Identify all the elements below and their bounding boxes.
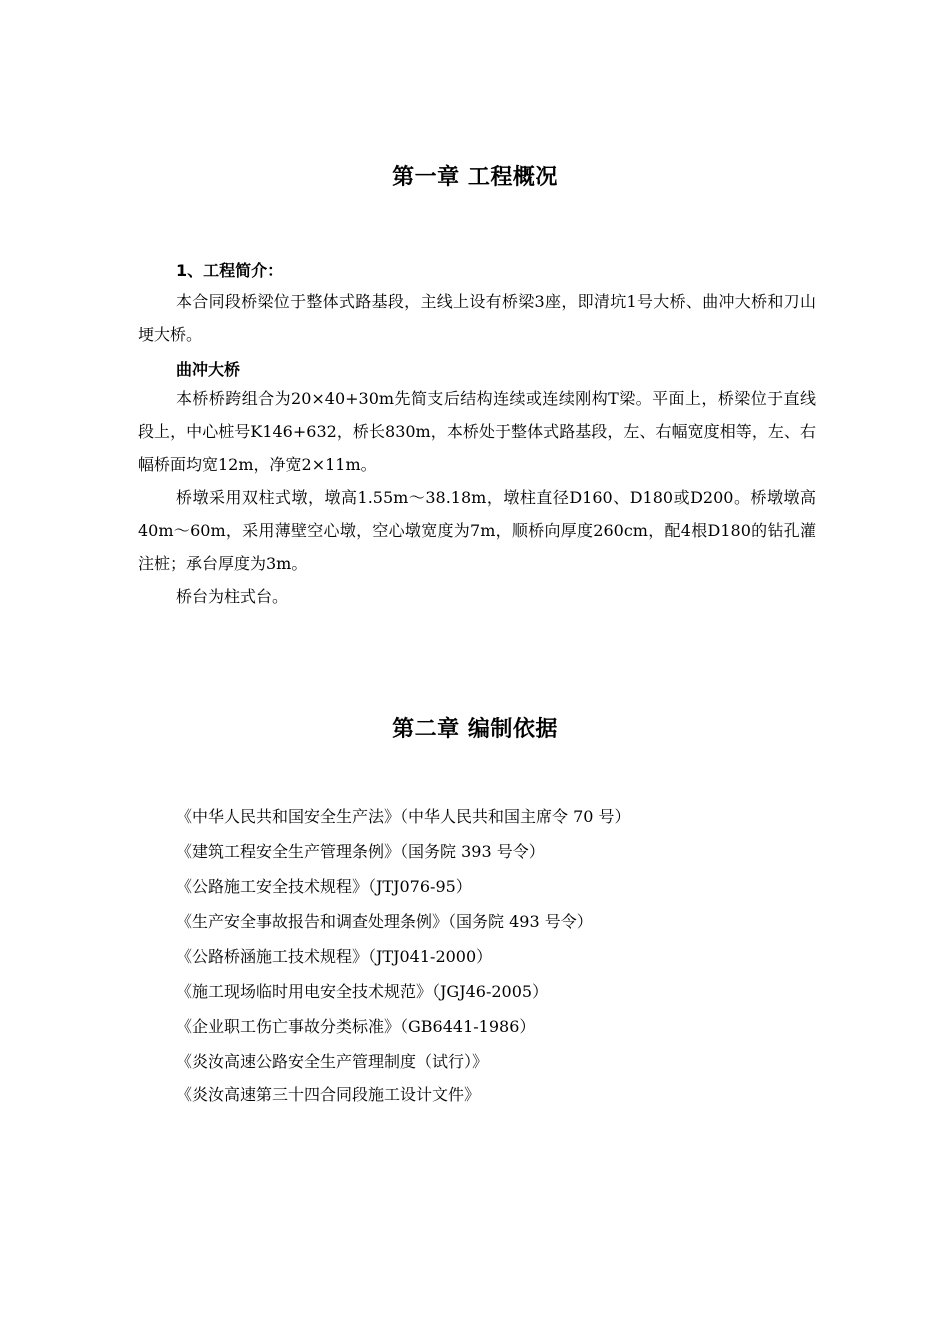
- chapter-1-title: 第一章 工程概况: [392, 165, 558, 190]
- pier-paragraph: 桥墩采用双柱式墩，墩高1.55m～38.18m，墩柱直径D160、D180或D200。桥墩墩高40m～60m，采用薄壁空心墩，空心墩宽度为7m，顺桥向厚度260cm，配4根D180的钻孔灌注桩；承台厚度为3m。: [138, 488, 816, 573]
- reference-item: 《公路桥涵施工技术规程》（JTJ041-2000）: [176, 947, 493, 966]
- reference-item: 《公路施工安全技术规程》（JTJ076-95）: [176, 877, 472, 896]
- reference-item: 《施工现场临时用电安全技术规范》（JGJ46-2005）: [176, 982, 549, 1001]
- reference-item: 《建筑工程安全生产管理条例》（国务院 393 号令）: [176, 842, 545, 861]
- reference-item: 《企业职工伤亡事故分类标准》（GB6441-1986）: [176, 1017, 536, 1036]
- reference-item: 《中华人民共和国安全生产法》（中华人民共和国主席令 70 号）: [176, 807, 631, 826]
- intro-paragraph: 本合同段桥梁位于整体式路基段，主线上设有桥梁3座，即清坑1号大桥、曲冲大桥和刀山埂大桥。: [138, 292, 816, 344]
- chapter-2-title: 第二章 编制依据: [392, 717, 558, 742]
- bridge-span-paragraph: 本桥桥跨组合为20×40+30m先简支后结构连续或连续刚构T梁。平面上，桥梁位于直线段上，中心桩号K146+632，桥长830m，本桥处于整体式路基段，左、右幅宽度相等，左、右幅桥面均宽12m，净宽2×11m。: [138, 389, 816, 474]
- section-heading-project-intro: 1、工程简介：: [176, 261, 284, 280]
- reference-item: 《炎汝高速第三十四合同段施工设计文件》: [176, 1085, 481, 1104]
- bridge-heading: 曲冲大桥: [176, 360, 241, 379]
- abutment-paragraph: 桥台为柱式台。: [176, 587, 289, 606]
- reference-item: 《生产安全事故报告和调查处理条例》（国务院 493 号令）: [176, 912, 593, 931]
- reference-item: 《炎汝高速公路安全生产管理制度（试行）》: [176, 1052, 489, 1071]
